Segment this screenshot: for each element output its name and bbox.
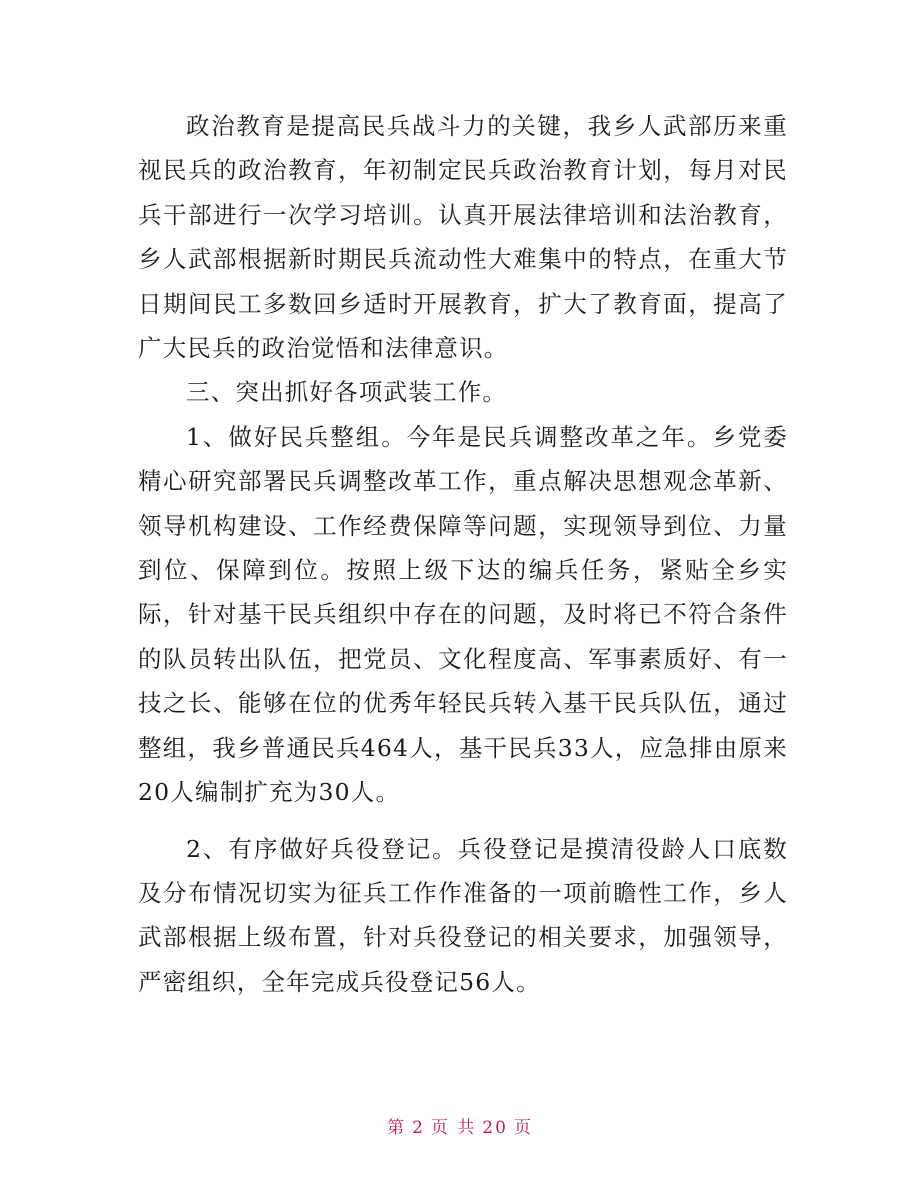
footer-page-number: 2 <box>412 1118 425 1138</box>
footer-total-pages: 20 <box>482 1118 508 1138</box>
paragraph-militia-reorganization: 1、做好民兵整组。今年是民兵调整改革之年。乡党委精心研究部署民兵调整改革工作，重点解决思想观念革新、领导机构建设、工作经费保障等问题，实现领导到位、力量到位、保障到位。按照上级下达的编兵任务，紧贴全乡实际，针对基干民兵组织中存在的问题，及时将已不符合条件的队员转出队伍，把党员、文化程度高、军事素质好、有一技之长、能够在位的优秀年轻民兵转入基干民兵队伍，通过整组，我乡普通民兵464人，基干民兵33人，应急排由原来20人编制扩充为30人。 <box>138 422 788 807</box>
page-footer <box>0 1113 920 1138</box>
footer-suffix: 页 <box>513 1118 533 1138</box>
footer-prefix: 第 <box>387 1118 407 1138</box>
paragraph-military-registration: 2、有序做好兵役登记。兵役登记是摸清役龄人口底数及分布情况切实为征兵工作作准备的一项前瞻性工作，乡人武部根据上级布置，针对兵役登记的相关要求，加强领导，严密组织，全年完成兵役登记56人。 <box>138 834 788 996</box>
paragraph-political-education: 政治教育是提高民兵战斗力的关键，我乡人武部历来重视民兵的政治教育，年初制定民兵政治教育计划，每月对民兵干部进行一次学习培训。认真开展法律培训和法治教育，乡人武部根据新时期民兵流动性大难集中的特点，在重大节日期间民工多数回乡适时开展教育，扩大了教育面，提高了广大民兵的政治觉悟和法律意识。 <box>138 112 788 363</box>
section-heading-three: 三、突出抓好各项武装工作。 <box>186 378 508 407</box>
document-body <box>138 104 788 1004</box>
footer-middle: 页 共 <box>430 1118 477 1138</box>
